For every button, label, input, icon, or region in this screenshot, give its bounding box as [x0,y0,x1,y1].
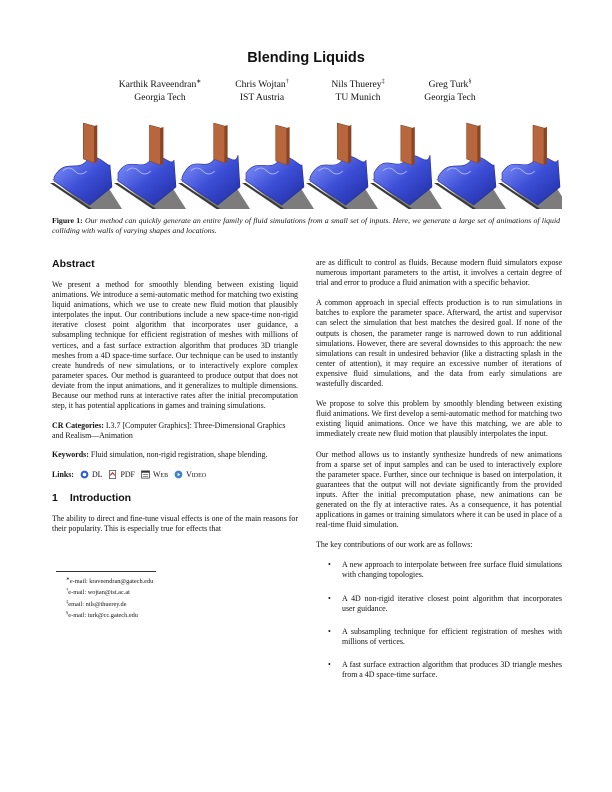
author-name: Chris Wojtan [235,79,286,91]
footnote-text: e-mail: kraveendran@gatech.edu [69,578,154,586]
section-number: 1 [52,491,58,504]
pdf-link[interactable] [108,470,134,480]
author-mark: ∗ [196,79,202,85]
dl-link[interactable] [80,470,103,480]
author-name: Nils Thuerey [331,79,382,91]
introduction-heading [52,492,298,504]
video-link[interactable] [174,470,206,480]
wall-obstacle [149,125,160,165]
footnote-mark: § [66,610,69,616]
figure-label: Figure 1: [52,216,83,225]
intro-paragraph-5: The key contributions of our work are as follows: [316,540,473,550]
footnote-1 [52,575,298,586]
intro-paragraph-4: Our method allows us to instantly synthesize hundreds of new animations from a sparse set of input samples and can be used to interactively explore the parameter space. Further, since our technique is based on interpolation, it guarantees that the output will not deviate significantly from the provided inputs. After the initial precomputation phase, new animations can be generated on the fly at interactive rates. As a consequence, it has potential applications in games or training simulators where it can be used in place of a real-time fluid simulation. [316,449,562,530]
wall-obstacle [214,123,225,163]
video-icon [174,470,183,479]
abstract-text: We present a method for smoothly blending between existing liquid animations. We introduce a semi-automatic method for matching two existing liquid animations, which we use to create new fluid motion that plausibly interpolates the input. Our contributions include a new space-time non-rigid iterative closest point algorithm that incorporates user guidance, a subsampling technique for efficient registration of meshes with millions of vertices, and a fast surface extraction algorithm that produces 3D triangle meshes from a 4D space-time surface. Our technique can be used to instantly create hundreds of new simulations, or to interactively explore complex parameter spaces. Our method is guaranteed to produce output that does not deviate from the input animations, and it generalizes to multiple dimensions. Because our method runs at interactive rates after the initial precomputation step, it has potential applications in games and training simulations. [52,280,298,411]
wall-side [160,127,163,165]
list-item: • A new approach to interpolate between free surface fluid simulations with changing topologies. [316,560,562,580]
keywords-label: Keywords: [52,450,89,460]
cr-categories-text: I.3.7 [Computer Graphics]: Three-Dimensional Graphics and Realism—Animation [52,421,286,441]
author-affiliation: Georgia Tech [424,91,476,103]
footnote-text: e-mail: wojtan@ist.ac.at [68,589,130,597]
wall-side [287,127,290,165]
author-mark: § [468,79,472,85]
footnote-4 [52,609,298,620]
right-column [316,258,562,693]
wall-obstacle [337,123,348,163]
figure-caption [52,216,560,236]
intro-paragraph-2: A common approach in special effects production is to run simulations in batches to explore the parameter space. Afterward, the artist and supervisor can select the simulation that best matches the desired goal. If none of the outputs is chosen, the parameter range is narrowed down to run additional simulations. However, there are several downsides to this approach: the new simulations can result in undesired behavior (like a distracting splash in the center of attention), it may require an excessive number of iterations of expensive fluid simulations, and the data from early simulations are wastefully discarded. [316,298,562,389]
list-item: • A 4D non-rigid iterative closest point algorithm that incorporates user guidance. [316,594,562,614]
footnote-rule [56,571,156,572]
footnotes [52,571,298,621]
footnote-mark: † [66,587,69,593]
keywords-text: Fluid simulation, non-rigid registration, shape blending. [90,450,268,460]
keywords [52,450,298,460]
wall-side [412,127,415,165]
contributions-list [316,560,562,680]
introduction-text: The ability to direct and fine-tune visual effects is one of the main reasons for their popularity. This is especially true for effects that [52,513,298,533]
footnote-3 [52,598,298,609]
list-item: • A subsampling technique for efficient registration of meshes with millions of vertices. [316,627,562,647]
video-link-label: Video [186,469,207,479]
author-mark: † [285,79,289,85]
links-row [52,470,298,480]
wall-side [348,125,351,163]
wall-side [544,127,547,165]
dl-icon [80,470,89,479]
wall-obstacle [467,123,478,163]
wall-obstacle [276,125,287,165]
author-name: Greg Turk [428,79,469,91]
wall-side [94,125,97,163]
teaser-figure [50,117,562,209]
wall-obstacle [401,125,412,165]
figure-caption-text: Our method can quickly generate an entire family of fluid simulations from a small set of inputs. Here, we generate a large set of animations of liquid colliding with walls of varying shapes and locations. [52,216,561,236]
teaser-image [50,117,562,209]
pdf-link-label: PDF [120,469,135,479]
links-label: Links: [52,469,74,479]
web-link[interactable] [141,470,168,480]
footnote-text: email: nils@thuerey.de [68,600,127,608]
author-affiliation: IST Austria [239,91,285,103]
web-link-label: Web [152,469,169,479]
footnote-2 [52,586,298,597]
list-item: • A fast surface extraction algorithm that produces 3D triangle meshes from a 4D space-time surface. [316,660,562,680]
wall-side [478,125,481,163]
author-affiliation: Georgia Tech [134,91,186,103]
wall-side [225,125,228,163]
section-title: Introduction [69,491,132,504]
left-column [52,258,298,544]
cr-categories-label: CR Categories: [52,421,104,431]
intro-paragraph-3: We propose to solve this problem by smoothly blending between existing fluid animations. We first develop a semi-automatic method for matching two existing liquid animations. Once we have this matching, we are able to immediately create new fluid motion that plausibly interpolates the input. [316,399,562,439]
author-mark: ‡ [381,79,385,85]
pdf-icon [108,470,117,479]
web-icon [141,470,150,479]
cr-categories [52,421,298,441]
author-name: Karthik Raveendran [118,79,197,91]
footnote-mark: ‡ [66,598,69,604]
wall-obstacle [83,123,94,163]
wall-obstacle [533,125,544,165]
abstract-heading: Abstract [52,258,95,270]
author-affiliation: TU Munich [335,91,381,103]
intro-paragraph-1: are as difficult to control as fluids. Because modern fluid simulators expose numerous important parameters to the artist, it involves a certain degree of trial and error to produce a fluid animation with a specific behavior. [316,258,562,288]
paper-title: Blending Liquids [247,50,365,66]
footnote-text: e-mail: turk@cc.gatech.edu [68,612,138,620]
dl-link-label: DL [91,469,103,479]
footnote-mark: ∗ [66,576,70,581]
author-4 [390,76,510,104]
